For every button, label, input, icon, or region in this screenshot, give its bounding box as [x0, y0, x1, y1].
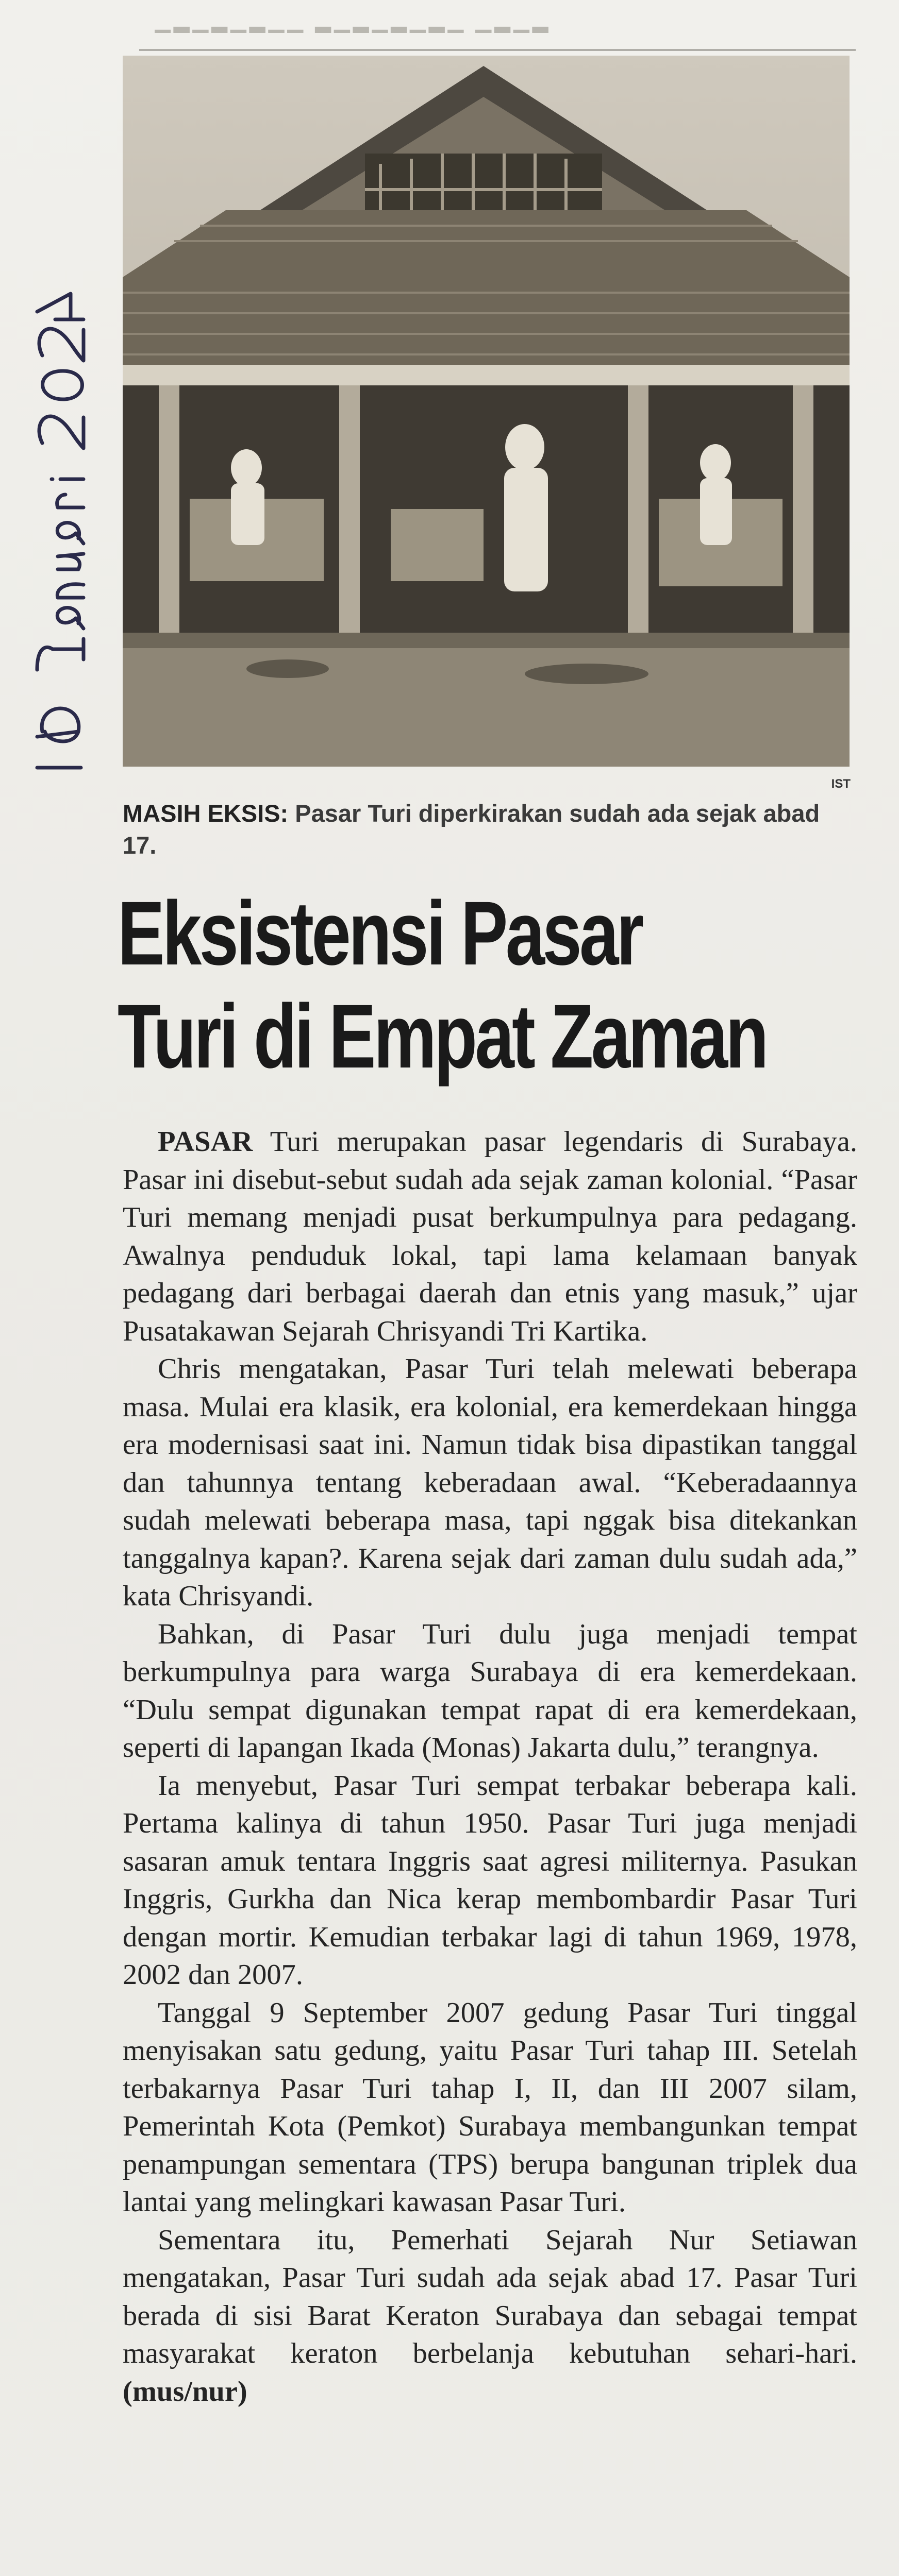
- market-building-photo: [123, 56, 850, 767]
- article-paragraph: Bahkan, di Pasar Turi dulu juga menjadi tempat berkumpulnya para warga Surabaya di era kemerdekaan. “Dulu sempat digunakan tempat rapat di era kemerdekaan, seperti di lapangan Ikada (Monas) Jakarta dulu,” terangnya.: [123, 1618, 857, 1764]
- handwritten-date-icon: [6, 289, 94, 773]
- handwritten-date: [6, 289, 94, 773]
- article-paragraph: Tanggal 9 September 2007 gedung Pasar Turi tinggal menyisakan satu gedung, yaitu Pasar Turi tahap III. Setelah terbakarnya Pasar Turi tahap I, II, dan III 2007 silam, Pemerintah Kota (Pemkot) Surabaya membangunkan tempat penampungan sementara (TPS) berupa bangunan triplek dua lantai yang melingkari kawasan Pasar Turi.: [123, 1996, 857, 2218]
- article-body: [123, 1123, 857, 2411]
- author-signature: (mus/nur): [123, 2375, 247, 2408]
- article-paragraph: Chris mengatakan, Pasar Turi telah melewati beberapa masa. Mulai era klasik, era kolonial, era kemerdekaan hingga era modernisasi saat ini. Namun tidak bisa dipastikan tanggal dan tahunnya tentang keberadaan awal. “Keberadaannya sudah melewati beberapa masa, tapi nggak bisa ditekankan tanggalnya kapan?. Karena sejak dari zaman dulu sudah ada,” kata Chrisyandi.: [123, 1353, 857, 1612]
- top-rule: [139, 49, 856, 51]
- article-paragraph: PASAR Turi merupakan pasar legendaris di Surabaya. Pasar ini disebut-sebut sudah ada sejak zaman kolonial. “Pasar Turi memang menjadi pusat berkumpulnya para pedagang. Awalnya penduduk lokal, tapi lama kelamaan banyak pedagang dari berbagai daerah dan etnis yang masuk,” ujar Pusatakawan Sejarah Chrisyandi Tri Kartika.: [123, 1126, 857, 1347]
- photo-credit: IST: [831, 777, 851, 791]
- headline: [118, 882, 865, 1088]
- photo-caption: [123, 798, 855, 861]
- headline-line-1: Eksistensi Pasar: [118, 883, 642, 984]
- market-building-photo-icon: [123, 56, 850, 767]
- caption-text: Pasar Turi diperkirakan sudah ada sejak abad 17.: [123, 800, 820, 859]
- article-paragraph: Sementara itu, Pemerhati Sejarah Nur Setiawan mengatakan, Pasar Turi sudah ada sejak abad 17. Pasar Turi berada di sisi Barat Keraton Surabaya dan sebagai tempat masyarakat keraton berbelanja kebutuhan sehari-hari. (mus/nur): [123, 2224, 857, 2408]
- bleed-through-text: ▁▂▁▂▁▂▁▁ ▂▁▂▁▂▁▂▁ ▁▂▁▂: [155, 10, 552, 32]
- headline-line-2: Turi di Empat Zaman: [118, 986, 767, 1087]
- caption-lead: MASIH EKSIS:: [123, 800, 289, 827]
- lead-word: PASAR: [158, 1126, 253, 1158]
- article-paragraph: Ia menyebut, Pasar Turi sempat terbakar beberapa kali. Pertama kalinya di tahun 1950. Pasar Turi juga menjadi sasaran amuk tentara Inggris saat agresi militernya. Pasukan Inggris, Gurkha dan Nica kerap membombardir Pasar Turi dengan mortir. Kemudian terbakar lagi di tahun 1969, 1978, 2002 dan 2007.: [123, 1769, 857, 1991]
